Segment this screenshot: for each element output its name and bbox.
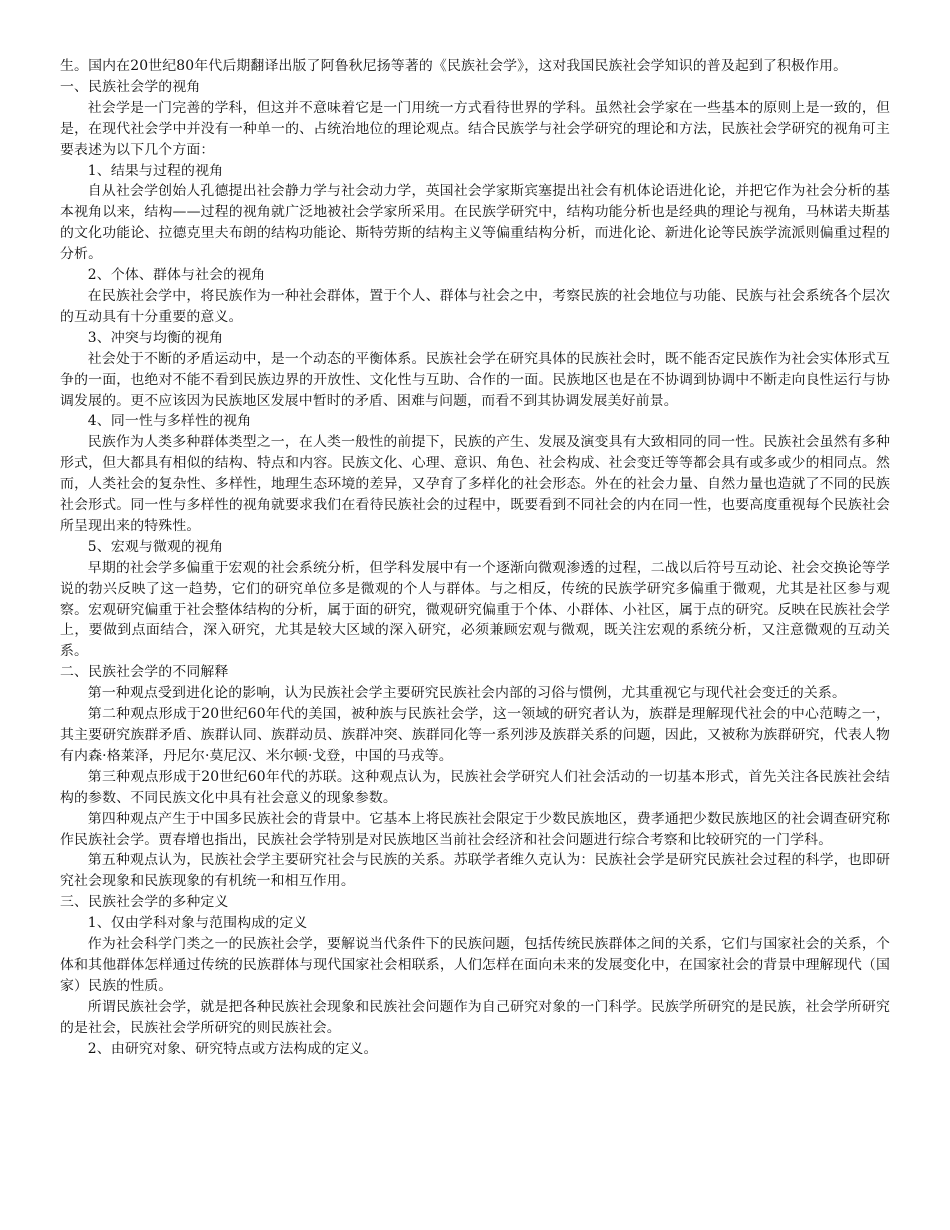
subheading-definition-by-method: 2、由研究对象、研究特点或方法构成的定义。 <box>87 1040 378 1057</box>
paragraph: 早期的社会学多偏重于宏观的社会系统分析，但学科发展中有一个逐渐向微观渗透的过程，二战以后符号互动论、社会交换论等学说的勃兴反映了这一趋势，它们的研究单位多是微观的个人与群体。与之相反，传统的民族学研究多偏重于微观，尤其是社区参与观察。宏观研究偏重于社会整体结构的分析，属于面的研究，微观研究偏重于个体、小群体、小社区，属于点的研究。反映在民族社会学上，要做到点面结合，深入研究，尤其是较大区域的深入研究，必须兼顾宏观与微观，既关注宏观的系统分析，又注意微观的互动关系。 <box>60 559 890 660</box>
section-heading-interpretations: 二、民族社会学的不同解释 <box>60 664 229 681</box>
paragraph: 第一种观点受到进化论的影响，认为民族社会学主要研究民族社会内部的习俗与惯例，尤其重视它与现代社会变迁的关系。 <box>87 685 846 702</box>
paragraph: 第三种观点形成于20世纪60年代的苏联。这种观点认为，民族社会学研究人们社会活动的一切基本形式，首先关注各民族社会结构的参数、不同民族文化中具有社会意义的现象参数。 <box>60 768 890 806</box>
paragraph: 第五种观点认为，民族社会学主要研究社会与民族的关系。苏联学者维久克认为：民族社会学是研究民族社会过程的科学，也即研究社会现象和民族现象的有机统一和相互作用。 <box>60 852 890 890</box>
subheading-conflict-equilibrium: 3、冲突与均衡的视角 <box>87 329 224 346</box>
document-body <box>60 56 890 1060</box>
paragraph: 第四种观点产生于中国多民族社会的背景中。它基本上将民族社会限定于少数民族地区，费孝通把少数民族地区的社会调查研究称作民族社会学。贾春增也指出，民族社会学特别是对民族地区当前社会经济和社会问题进行综合考察和比较研究的一门学科。 <box>60 810 890 848</box>
subheading-identity-diversity: 4、同一性与多样性的视角 <box>87 413 252 430</box>
paragraph: 自从社会学创始人孔德提出社会静力学与社会动力学，英国社会学家斯宾塞提出社会有机体论语进化论，并把它作为社会分析的基本视角以来，结构——过程的视角就广泛地被社会学家所采用。在民族学研究中，结构功能分析也是经典的理论与视角，马林诺夫斯基的文化功能论、拉德克里夫布朗的结构功能论、斯特劳斯的结构主义等偏重结构分析，而进化论、新进化论等民族学流派则偏重过程的分析。 <box>60 183 890 263</box>
section-heading-definitions: 三、民族社会学的多种定义 <box>60 894 229 911</box>
paragraph: 民族作为人类多种群体类型之一，在人类一般性的前提下，民族的产生、发展及演变具有大致相同的同一性。民族社会虽然有多种形式，但大都具有相似的结构、特点和内容。民族文化、心理、意识、角色、社会构成、社会变迁等等都会具有或多或少的相同点。然而，人类社会的复杂性、多样性，地理生态环境的差异，又孕育了多样化的社会形态。外在的社会力量、自然力量也造就了不同的民族社会形式。同一性与多样性的视角就要求我们在看待民族社会的过程中，既要看到不同社会的内在同一性，也要高度重视每个民族社会所呈现出来的特殊性。 <box>60 434 890 534</box>
paragraph: 所谓民族社会学，就是把各种民族社会现象和民族社会问题作为自己研究对象的一门科学。民族学所研究的是民族，社会学所研究的是社会，民族社会学所研究的则民族社会。 <box>60 998 890 1036</box>
paragraph: 社会处于不断的矛盾运动中，是一个动态的平衡体系。民族社会学在研究具体的民族社会时，既不能否定民族作为社会实体形式互争的一面，也绝对不能不看到民族边界的开放性、文化性与互助、合作的一面。民族地区也是在不协调到协调中不断走向良性运行与协调发展的。更不应该因为民族地区发展中暂时的矛盾、困难与问题，而看不到其协调发展美好前景。 <box>60 350 890 409</box>
paragraph: 作为社会科学门类之一的民族社会学，要解说当代条件下的民族问题，包括传统民族群体之间的关系，它们与国家社会的关系，个体和其他群体怎样通过传统的民族群体与现代国家社会相联系，人们怎样在面向未来的发展变化中，在国家社会的背景中理解现代（国家）民族的性质。 <box>60 936 890 994</box>
paragraph: 在民族社会学中，将民族作为一种社会群体，置于个人、群体与社会之中，考察民族的社会地位与功能、民族与社会系统各个层次的互动具有十分重要的意义。 <box>60 287 890 325</box>
subheading-definition-by-object: 1、仅由学科对象与范围构成的定义 <box>87 915 308 932</box>
section-heading-perspectives: 一、民族社会学的视角 <box>60 78 201 95</box>
paragraph-continuation: 生。国内在20世纪80年代后期翻译出版了阿鲁秋尼扬等著的《民族社会学》，这对我国民族社会学知识的普及起到了积极作用。 <box>60 58 848 74</box>
subheading-individual-group-society: 2、个体、群体与社会的视角 <box>87 267 266 284</box>
paragraph: 第二种观点形成于20世纪60年代的美国，被种族与民族社会学，这一领域的研究者认为，族群是理解现代社会的中心范畴之一，其主要研究族群矛盾、族群认同、族群动员、族群冲突、族群同化等一系列涉及族群关系的问题，因此，又被称为族群研究，代表人物有内森·格莱泽，丹尼尔·莫尼汉、米尔顿·戈登，中国的马戎等。 <box>60 706 890 764</box>
subheading-structure-process: 1、结果与过程的视角 <box>87 162 224 179</box>
subheading-macro-micro: 5、宏观与微观的视角 <box>87 538 224 555</box>
paragraph: 社会学是一门完善的学科，但这并不意味着它是一门用统一方式看待世界的学科。虽然社会学家在一些基本的原则上是一致的，但是，在现代社会学中并没有一种单一的、占统治地位的理论观点。结合民族学与社会学研究的理论和方法，民族社会学研究的视角可主要表述为以下几个方面： <box>60 99 890 158</box>
